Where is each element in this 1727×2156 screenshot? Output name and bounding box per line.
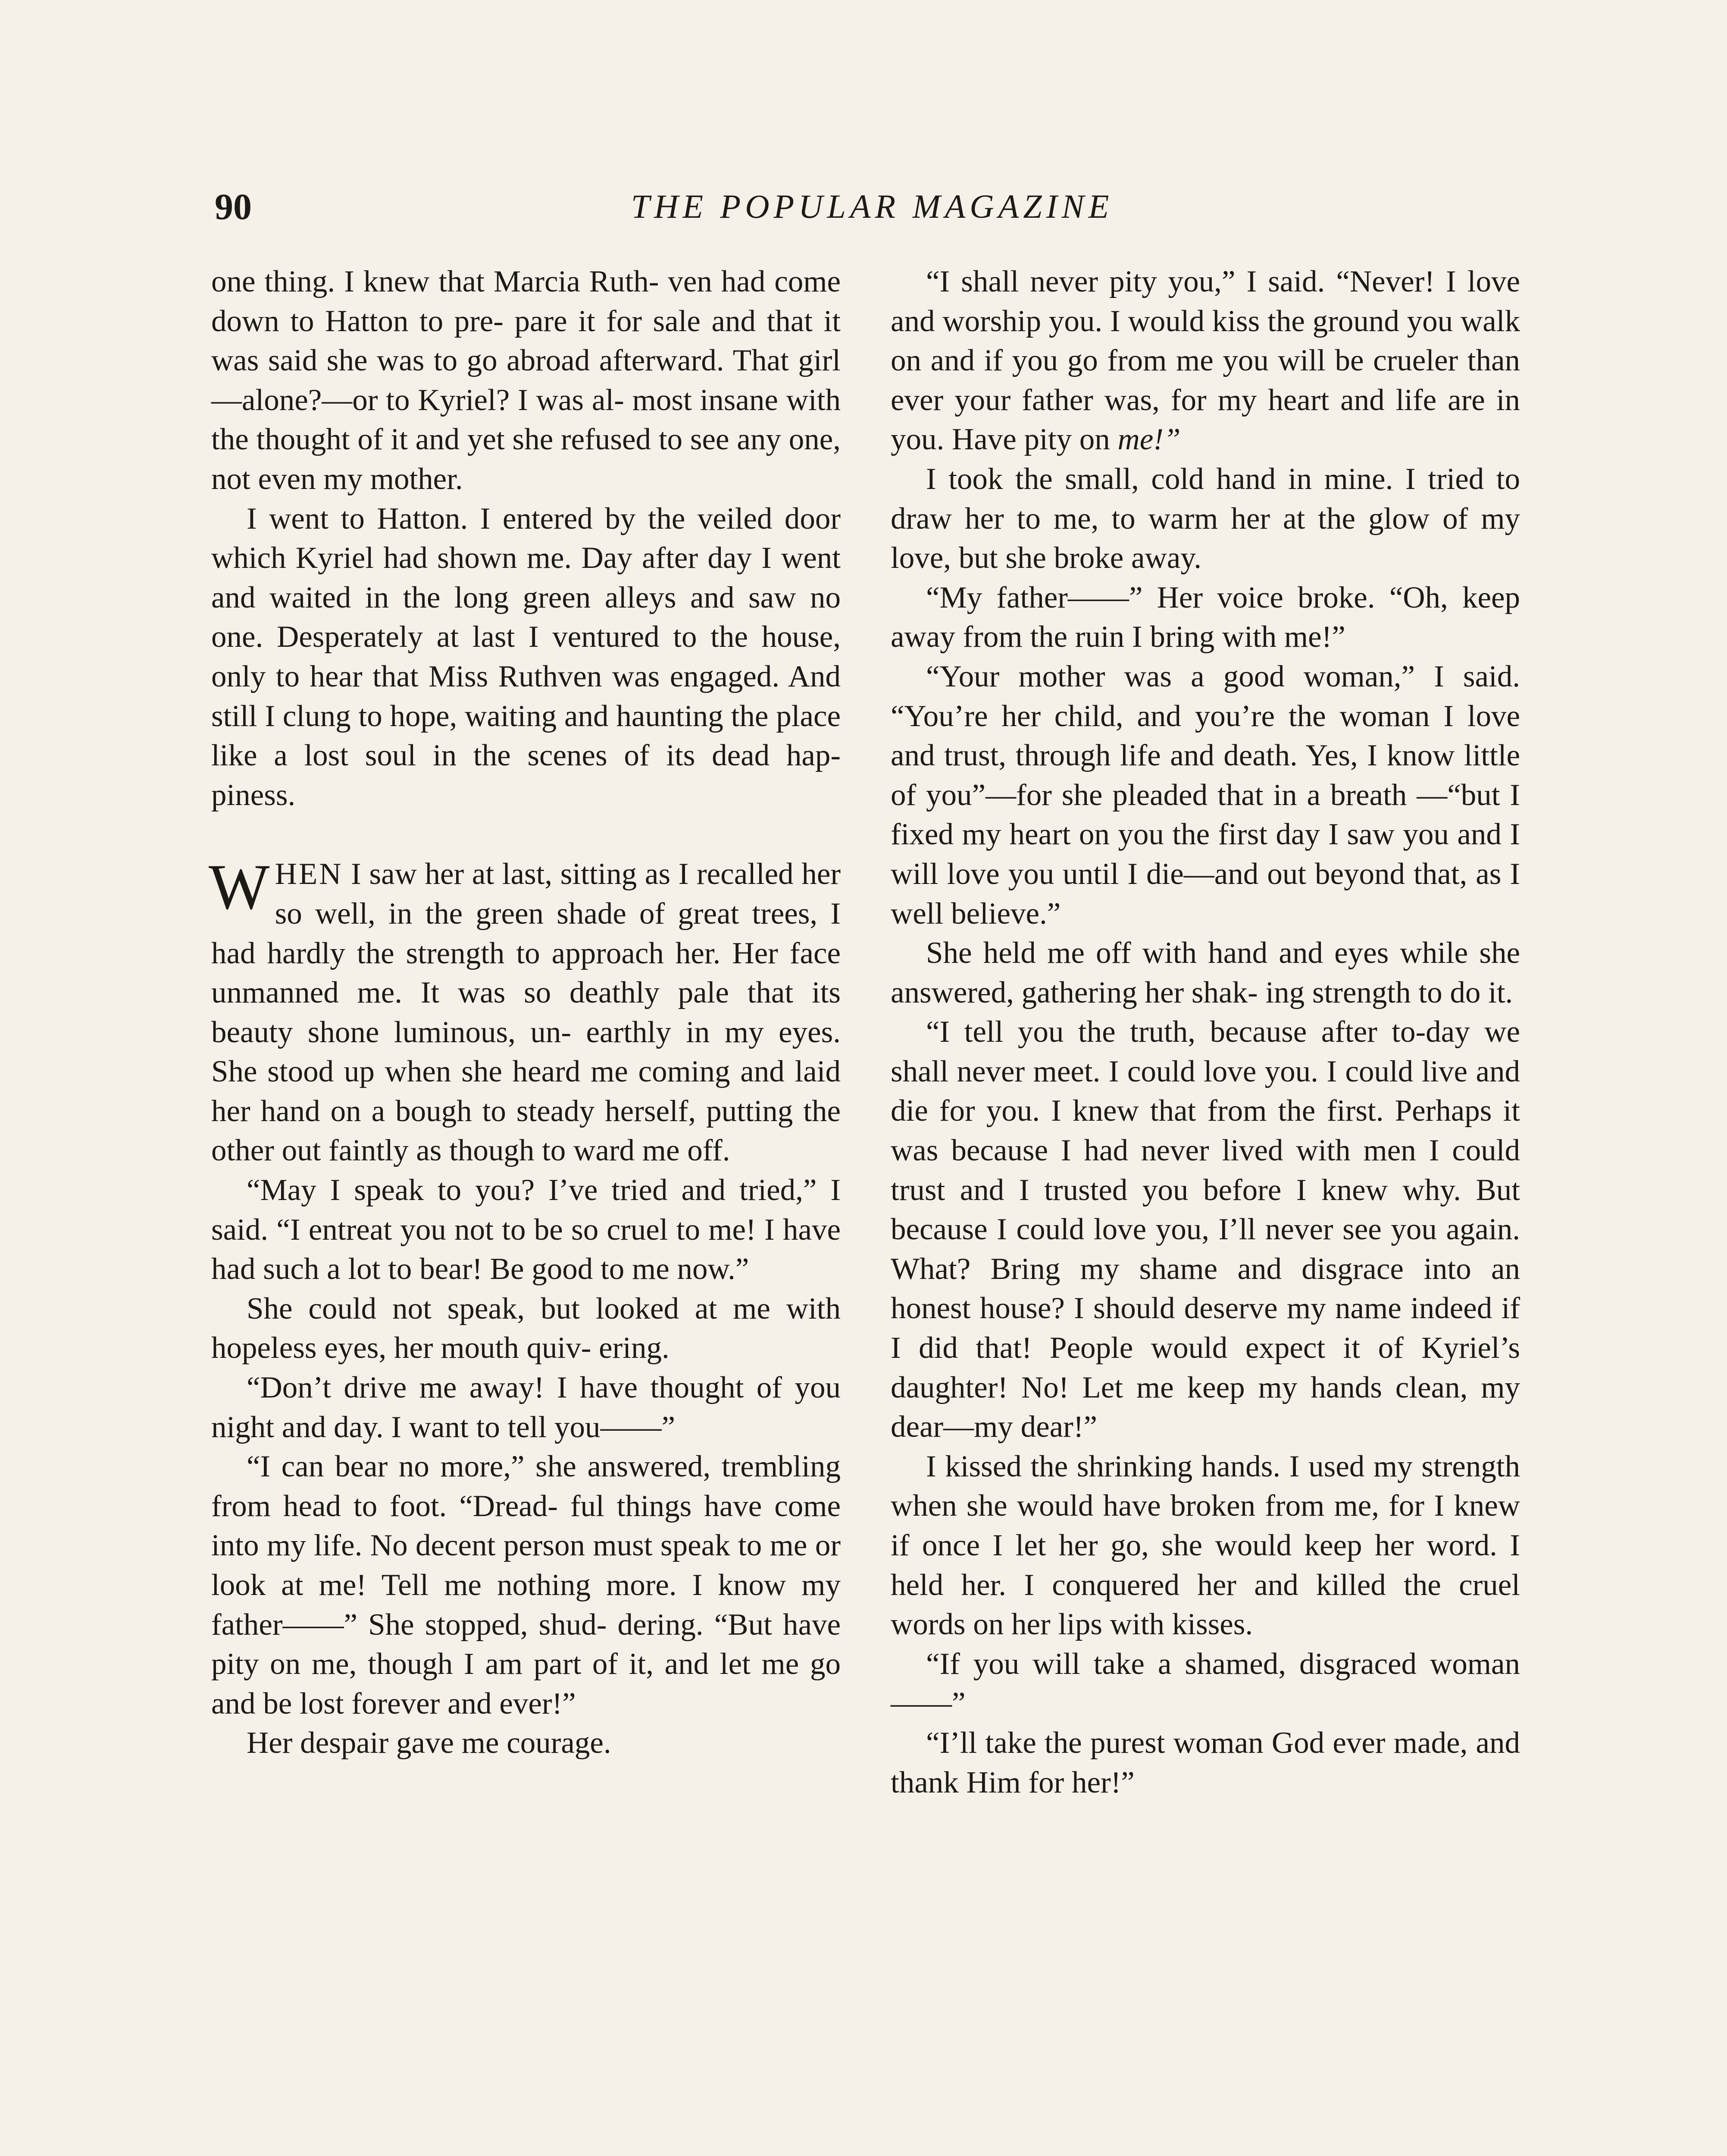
paragraph: “I tell you the truth, because after to-day we shall never meet. I could love you. I could live and die for you. I knew that from the first. Perhaps it was because I had never lived with men I could trust and I trusted you before I knew why. But because I could love you, I’ll never see you again. What? Bring my shame and disgrace into an honest house? I should deserve my name indeed if I did that! People would expect it of Kyriel’s daughter! No! Let me keep my hands clean, my dear—my dear!”: [891, 1015, 1520, 1444]
paragraph: “Don’t drive me away! I have thought of you night and day. I want to tell you——”: [211, 1371, 841, 1444]
paragraph: I took the small, cold hand in mine. I tried to draw her to me, to warm her at the glow of my love, but she broke away.: [891, 462, 1520, 575]
paragraph: “I can bear no more,” she answered, trembling from head to foot. “Dread- ful things have come into my life. No decent person must speak to me or look at me! Tell me nothing more. I know my father——” She stopped, shud- dering. “But have pity on me, though I am part of it, and let me go and be lost forever and ever!”: [211, 1450, 841, 1720]
paragraph: [891, 262, 1520, 460]
paragraph: Her despair gave me courage.: [247, 1726, 611, 1760]
paragraph: “If you will take a shamed, disgraced woman——”: [891, 1647, 1520, 1720]
paragraph-text: “I shall never pity you,” I said. “Never! I love and worship you. I would kiss the ground you walk on and if you go from me you will be crueler than ever your father was, for my heart and life are in you. Have pity on: [891, 265, 1520, 457]
italic-text: me!”: [1117, 423, 1181, 457]
running-head: THE POPULAR MAGAZINE: [631, 188, 1114, 225]
paragraph-text: I saw her at last, sitting as I recalled her so well, in the green shade of great trees, I had hardly the strength to approach her. Her face unmanned me. It was so deathly pale that its beauty shone luminous, un- earthly in my eyes. She stood up when she heard me coming and laid her hand on a bough to steady herself, putting the other out faintly as though to ward me off.: [211, 857, 841, 1168]
right-column: [891, 262, 1520, 1802]
paragraph: I went to Hatton. I entered by the veiled door which Kyriel had shown me. Day after day I went and waited in the long green alleys and saw no one. Desperately at last I ventured to the house, only to hear that Miss Ruthven was engaged. And still I clung to hope, waiting and haunting the place like a lost soul in the scenes of its dead hap- piness.: [211, 501, 841, 812]
page-number: 90: [215, 186, 252, 227]
paragraph: one thing. I knew that Marcia Ruth- ven had come down to Hatton to pre- pare it for sale and that it was said she was to go abroad afterward. That girl—alone?—or to Kyriel? I was al- most insane with the thought of it and yet she refused to see any one, not even my mother.: [211, 265, 841, 496]
small-caps-lead: HEN: [275, 857, 343, 891]
paragraph: “Your mother was a good woman,” I said. “You’re her child, and you’re the woman I love and trust, through life and death. Yes, I know little of you”—for she pleaded that in a breath —“but I fixed my heart on you the first day I saw you and I will love you until I die—and out beyond that, as I well believe.”: [891, 659, 1520, 931]
section-opening-paragraph: [209, 851, 841, 1171]
paragraph: “I’ll take the purest woman God ever made, and thank Him for her!”: [891, 1726, 1520, 1799]
paragraph: She held me off with hand and eyes while she answered, gathering her shak- ing strength to do it.: [891, 936, 1520, 1009]
drop-cap: W: [209, 851, 270, 923]
left-column: [211, 262, 841, 1763]
paragraph: I kissed the shrinking hands. I used my strength when she would have broken from me, for I knew if once I let her go, she would keep her word. I held her. I conquered her and killed the cruel words on her lips with kisses.: [891, 1449, 1520, 1642]
paragraph: “My father——” Her voice broke. “Oh, keep away from the ruin I bring with me!”: [891, 580, 1520, 654]
paragraph: She could not speak, but looked at me with hopeless eyes, her mouth quiv- ering.: [211, 1291, 841, 1365]
paragraph: “May I speak to you? I’ve tried and tried,” I said. “I entreat you not to be so cruel to me! I have had such a lot to bear! Be good to me now.”: [211, 1173, 841, 1286]
